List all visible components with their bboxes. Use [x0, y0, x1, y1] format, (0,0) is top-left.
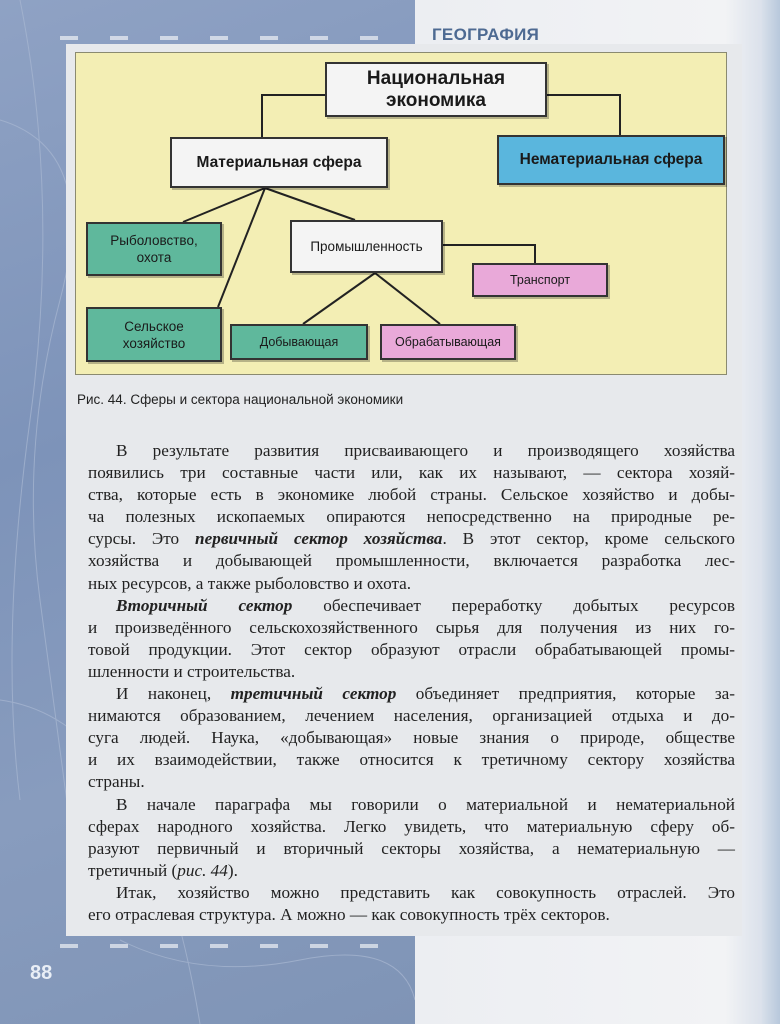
- text-line: [88, 528, 735, 550]
- box-transport: [472, 263, 608, 297]
- text-segment: нимаются образованием, лечением населения, организацией отдыха и до-: [88, 706, 735, 726]
- text-line: [88, 595, 735, 617]
- paragraph: [88, 595, 735, 683]
- box-extracting: [230, 324, 368, 360]
- box-agriculture: [86, 307, 222, 362]
- box-label: Материальная сфера: [196, 153, 362, 171]
- page-edge: [762, 0, 780, 1024]
- text-segment: ства, которые есть в экономике любой страны. Сельское хозяйство и добы-: [88, 485, 735, 505]
- paragraph: [88, 794, 735, 882]
- text-segment: И наконец,: [116, 684, 231, 704]
- text-segment: ных ресурсов, а также рыболовство и охота.: [88, 573, 412, 593]
- text-segment: . В этот сектор, кроме сельского: [442, 529, 735, 549]
- page-number: 88: [30, 962, 53, 984]
- text-line: [88, 882, 735, 904]
- emphasized-term: третичный сектор: [230, 684, 397, 704]
- body-text: [88, 440, 735, 926]
- text-line: [88, 550, 735, 572]
- box-material-sphere: [170, 137, 388, 188]
- box-fishing-hunting: [86, 222, 222, 276]
- text-line: [88, 484, 735, 506]
- text-segment: страны.: [88, 772, 145, 792]
- box-label: Транспорт: [509, 273, 571, 287]
- text-segment: В результате развития присваивающего и производящего хозяйства: [116, 441, 735, 460]
- text-segment: появились три составные части или, как их называют, — сектора хозяй-: [88, 463, 735, 483]
- figure-caption: Рис. 44. Сферы и сектора национальной экономики: [77, 392, 404, 407]
- box-national-economy: [325, 62, 547, 117]
- text-line: [88, 838, 735, 860]
- box-label: Сельское хозяйство: [122, 318, 186, 351]
- text-line: [88, 440, 735, 462]
- text-segment: сурсы. Это: [88, 529, 196, 549]
- box-label: Обрабатывающая: [395, 335, 501, 349]
- text-line: [88, 683, 735, 705]
- paragraph: [88, 683, 735, 793]
- text-segment: и произведённого сельскохозяйственного сырья для получения из них го-: [88, 617, 735, 637]
- text-segment: ча полезных ископаемых опираются непосредственно на природные ре-: [88, 507, 735, 527]
- text-segment: и их взаимодействии, также относится к третичному сектору хозяйства: [88, 750, 735, 770]
- text-segment: суга людей. Наука, «добывающая» новые знания о природе, обществе: [88, 728, 735, 748]
- box-nonmaterial-sphere: [497, 135, 725, 185]
- text-line: [88, 506, 735, 528]
- text-line: [88, 705, 735, 727]
- text-line: [88, 661, 735, 683]
- text-segment: разуют первичный и вторичный секторы хозяйства, а нематериальную —: [88, 838, 735, 858]
- text-segment: шленности и строительства.: [88, 661, 296, 681]
- text-segment: В начале параграфа мы говорили о материальной и нематериальной: [116, 794, 735, 814]
- box-industry: [290, 220, 443, 273]
- subject-header: ГЕОГРАФИЯ: [432, 25, 540, 44]
- text-segment: Итак, хозяйство можно представить как совокупность отраслей. Это: [116, 882, 735, 902]
- text-segment: товой продукции. Этот сектор образуют отрасли обрабатывающей промы-: [88, 639, 735, 659]
- text-line: [88, 639, 735, 661]
- box-label: Добывающая: [259, 335, 339, 349]
- paragraph: [88, 882, 735, 926]
- emphasized-term: первичный сектор хозяйства: [195, 529, 443, 549]
- box-label: Национальная экономика: [366, 67, 506, 111]
- text-segment: объединяет предприятия, которые за-: [396, 684, 736, 704]
- text-segment: хозяйства и добывающей промышленности, включается разработка лес-: [88, 551, 735, 571]
- text-line: [88, 794, 735, 816]
- emphasized-term: рис. 44: [177, 860, 228, 880]
- box-processing: [380, 324, 516, 360]
- paragraph: [88, 440, 735, 595]
- text-line: [88, 573, 735, 595]
- text-line: [88, 462, 735, 484]
- text-line: [88, 617, 735, 639]
- text-segment: обеспечивает переработку добытых ресурсов: [292, 595, 735, 615]
- text-segment: его отраслевая структура. А можно — как совокупность трёх секторов.: [88, 904, 610, 924]
- text-line: [88, 749, 735, 771]
- text-line: [88, 904, 735, 926]
- emphasized-term: Вторичный сектор: [116, 595, 293, 615]
- text-segment: ).: [227, 860, 238, 880]
- text-segment: сферах народного хозяйства. Легко увидеть, что материальную сферу об-: [88, 816, 735, 836]
- text-line: [88, 727, 735, 749]
- box-label: Рыболовство, охота: [110, 233, 198, 265]
- box-label: Нематериальная сфера: [519, 151, 703, 168]
- text-segment: третичный (: [88, 860, 178, 880]
- text-line: [88, 860, 735, 882]
- box-label: Промышленность: [310, 239, 423, 254]
- text-line: [88, 816, 735, 838]
- text-line: [88, 771, 735, 793]
